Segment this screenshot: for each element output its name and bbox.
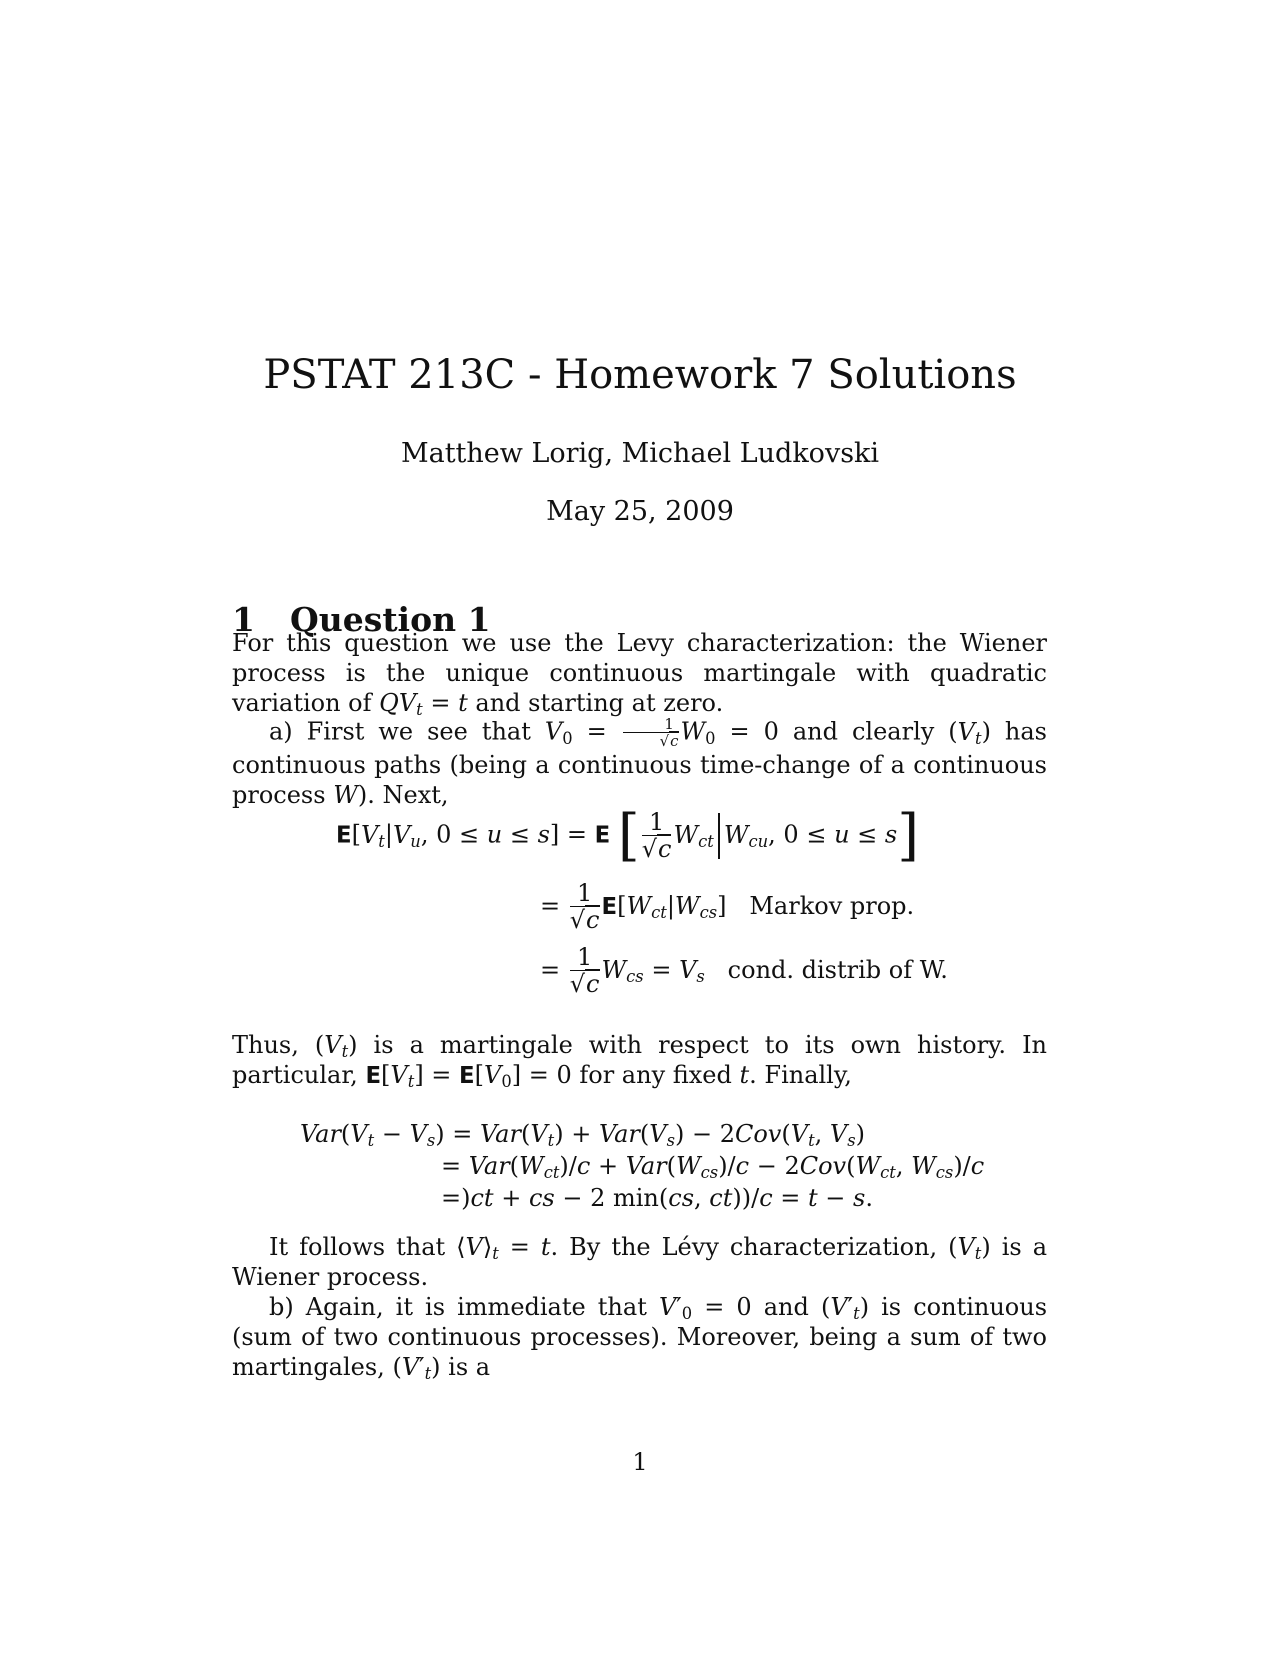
document-date: May 25, 2009 [546, 496, 734, 527]
equation-line-3: = $\frac{1}{√c}$ $W_{cs} = V_s$ cond. distrib of W. [540, 943, 948, 999]
document-title: PSTAT 213C - Homework 7 Solutions [263, 352, 1017, 398]
equation-line-2: = $\frac{1}{√c}$ $E[W_{ct}|W_{cs}]$ Markov prop. [540, 879, 915, 935]
paragraph-intro: For this question we use the Levy characterization: the Wiener process is the unique continuous martingale with quadratic variation of $QV_t = t$ and starting at zero. [232, 629, 1047, 720]
paragraph-part-b: b) Again, it is immediate that $V'_0 = 0$ and $(V'_t)$ is continuous (sum of two continuous processes). Moreover, being a sum of two martingales, $(V'_t)$ is a [232, 1293, 1048, 1384]
variance-line-1: $Var(V_t - V_s) = Var(V_t) + Var(V_s) - 2Cov(V_t$, $V_s$) [300, 1120, 865, 1151]
equation-line-1: $E[V_t|V_u$, 0 ≤ u ≤ s] = E [ $\frac{1}{√c}$ $W_{ct}$ $W_{cu}$, 0 ≤ u ≤ s] [336, 803, 920, 868]
document-authors: Matthew Lorig, Michael Ludkovski [400, 438, 880, 469]
paragraph-thus: Thus, $(V_t)$ is a martingale with respect to its own history. In particular, $E[V_t] = E[V_0] = 0$ for any fixed t. Finally, [232, 1031, 1048, 1092]
variance-line-2: = $Var(W_{ct})/c + Var(W_{cs})/c - 2Cov(W_{ct}$, $W_{cs})/c$ [441, 1152, 985, 1183]
markov-note: Markov prop. [749, 892, 915, 920]
variance-line-3: =)ct + cs − 2 min(cs, ct))/c = t − s. [441, 1184, 874, 1212]
page-number: 1 [632, 1448, 648, 1476]
cond-note: cond. distrib of W. [727, 956, 948, 984]
paragraph-part-a: a) First we see that $V_0$ = $\frac{1}{√c}$ $W_0 = 0$ and clearly $(V_t)$ has continuous paths (being a continuous time-change of a continuous process W). Next, [232, 715, 1048, 810]
section-number: 1 [232, 600, 255, 639]
section-title: Question 1 [290, 600, 491, 639]
paragraph-follows: It follows that $⟨V⟩_t = t$. By the Lévy characterization, $(V_t)$ is a Wiener process. [232, 1233, 1047, 1291]
